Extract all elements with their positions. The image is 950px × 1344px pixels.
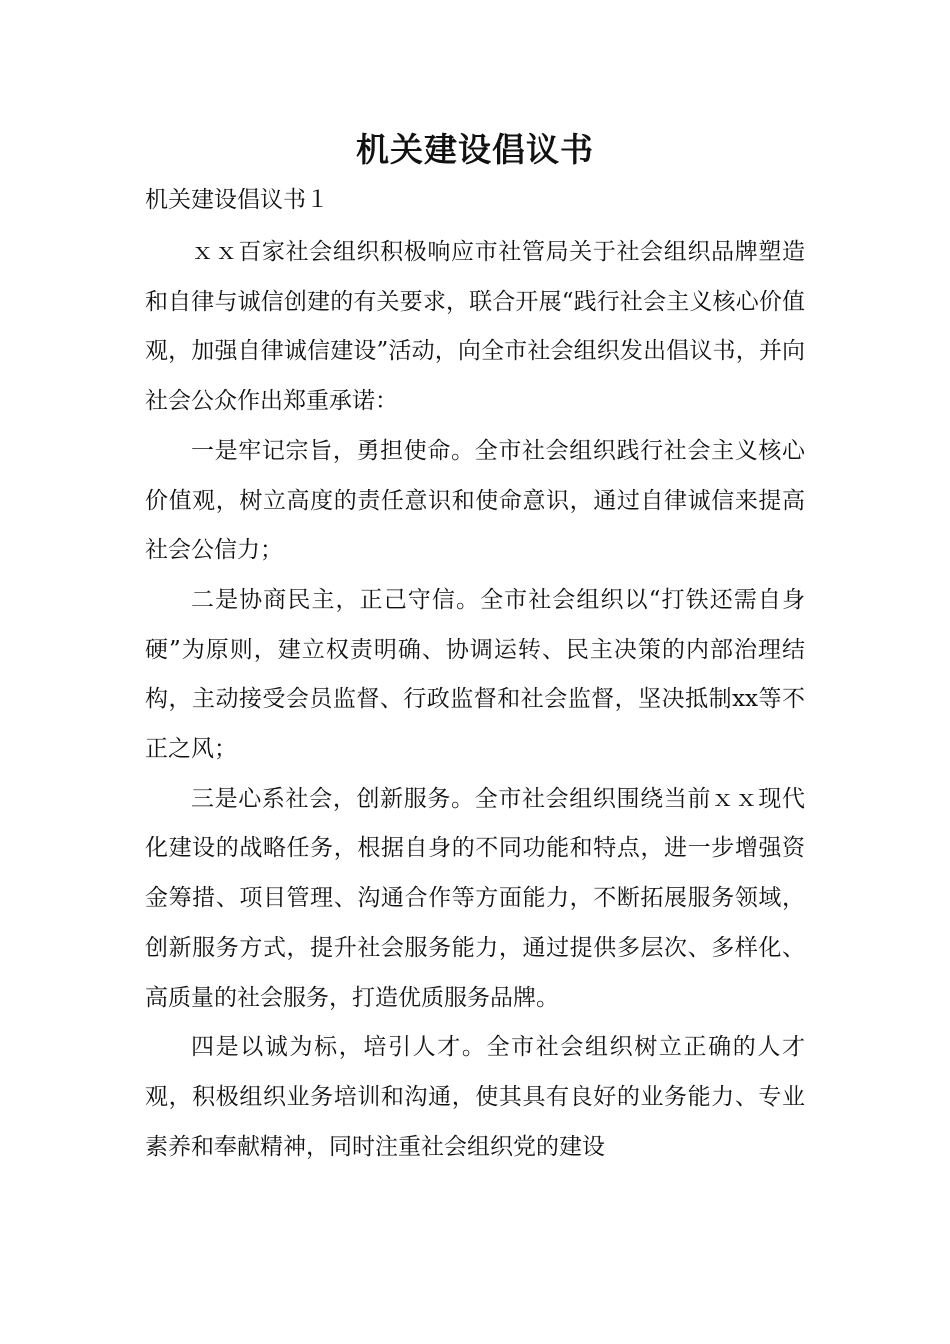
document-subtitle: 机关建设倡议书１ xyxy=(145,187,329,213)
paragraph-point-2: 二是协商民主，正己守信。全市社会组织以“打铁还需自身硬”为原则，建立权责明确、协调运转、民主决策的内部治理结构，主动接受会员监督、行政监督和社会监督，坚决抵制xx等不正之风； xyxy=(145,586,805,763)
paragraph-point-4: 四是以诚为标，培引人才。全市社会组织树立正确的人才观，积极组织业务培训和沟通，使其具有良好的业务能力、专业素养和奉献精神，同时注重社会组织党的建设 xyxy=(145,1034,805,1160)
document-title: 机关建设倡议书 xyxy=(356,130,594,169)
document-body xyxy=(145,228,805,1172)
paragraph-intro: ｘｘ百家社会组织积极响应市社管局关于社会组织品牌塑造和自律与诚信创建的有关要求，联合开展“践行社会主义核心价值观，加强自律诚信建设”活动，向全市社会组织发出倡议书，并向社会公众作出郑重承诺： xyxy=(145,239,805,415)
paragraph-point-3: 三是心系社会，创新服务。全市社会组织围绕当前ｘｘ现代化建设的战略任务，根据自身的不同功能和特点，进一步增强资金筹措、项目管理、沟通合作等方面能力，不断拓展服务领域，创新服务方式，提升社会服务能力，通过提供多层次、多样化、高质量的社会服务，打造优质服务品牌。 xyxy=(145,785,805,1011)
paragraph-point-1: 一是牢记宗旨，勇担使命。全市社会组织践行社会主义核心价值观，树立高度的责任意识和使命意识，通过自律诚信来提高社会公信力； xyxy=(145,437,805,564)
